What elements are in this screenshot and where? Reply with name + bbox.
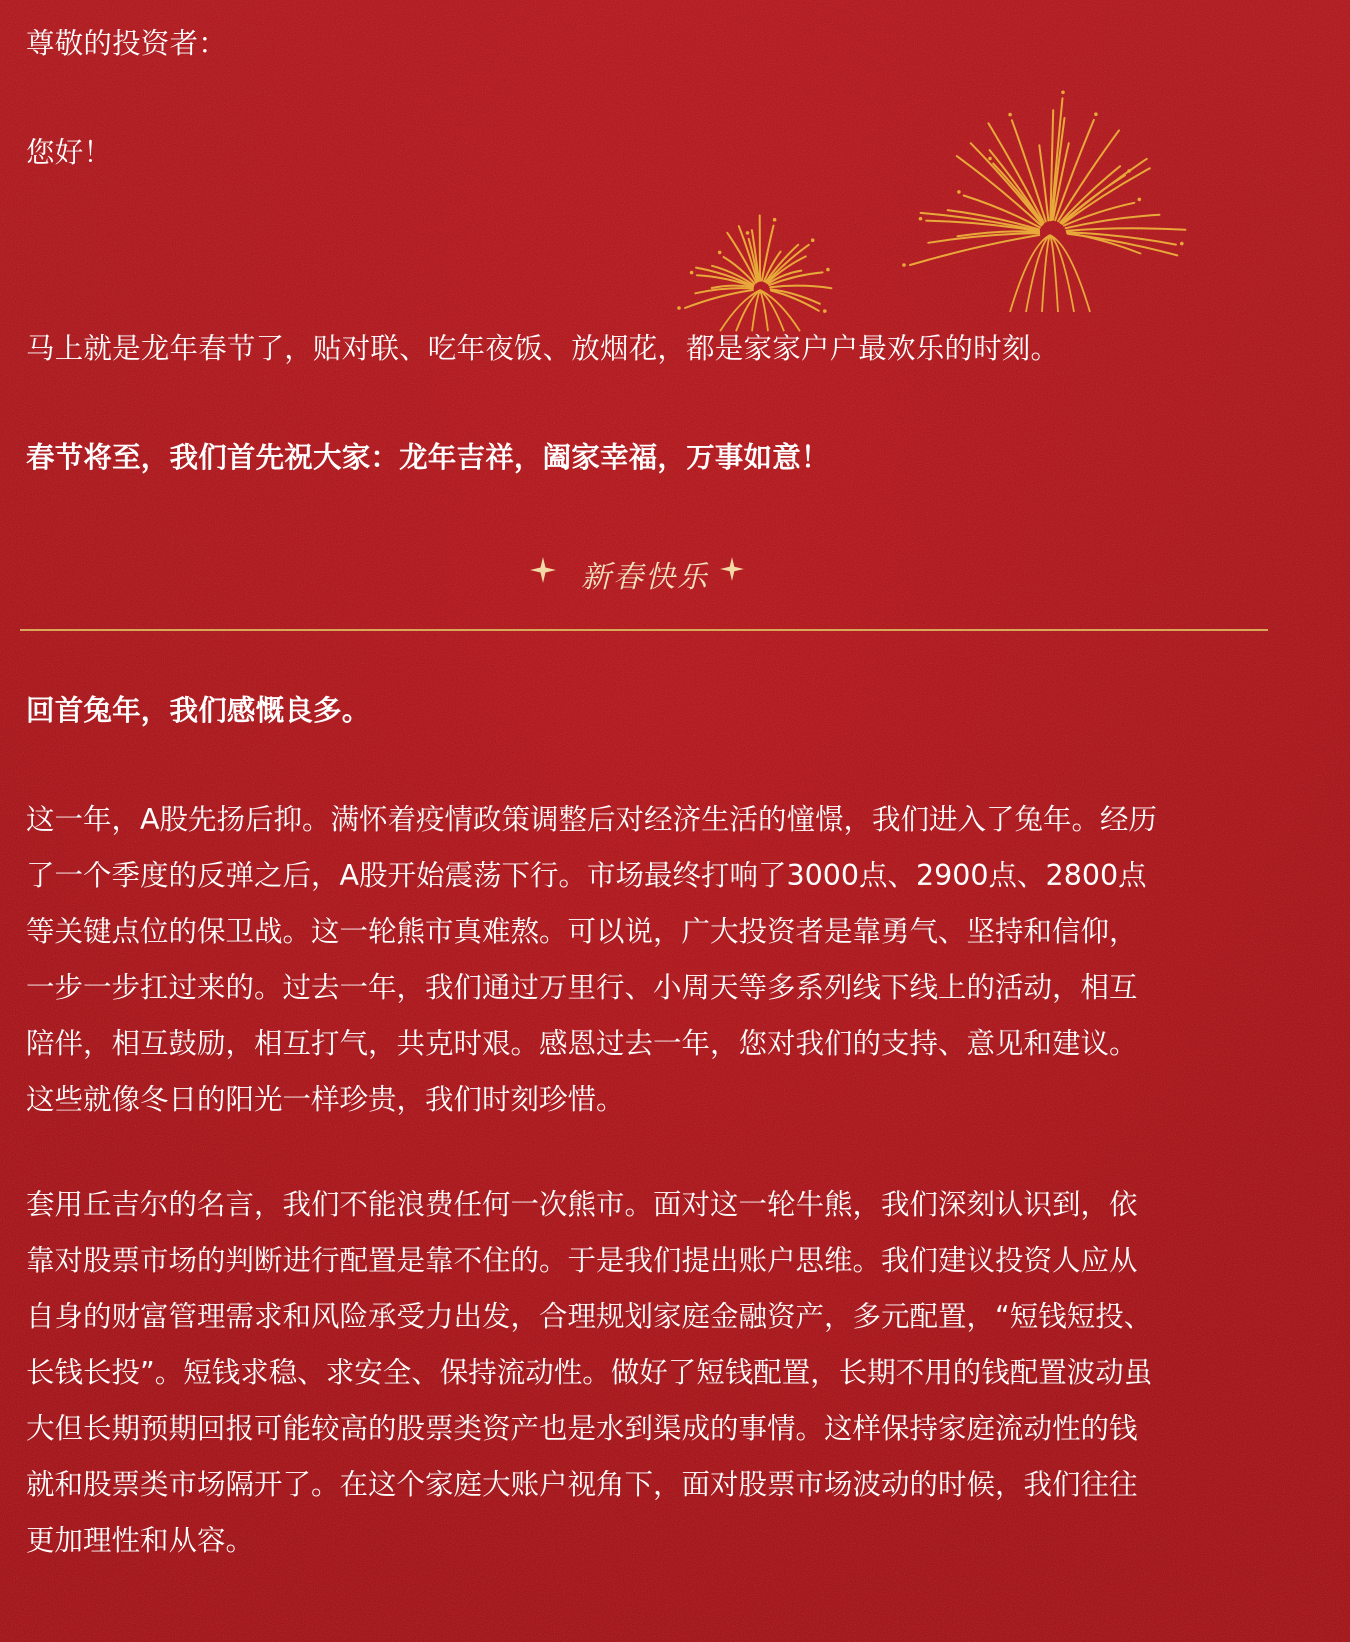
firework-ray — [1039, 145, 1048, 220]
paragraph-line: 了一个季度的反弹之后，A股开始震荡下行。市场最终打响了3000点、2900点、2800点 — [26, 859, 1147, 892]
firework-ray — [910, 235, 1039, 265]
divider — [20, 629, 1268, 631]
firework-ray — [770, 286, 831, 289]
hello-line: 您好！ — [26, 136, 113, 169]
paragraph-line: 大但长期预期回报可能较高的股票类资产也是水到渠成的事情。这样保持家庭流动性的钱 — [26, 1412, 1138, 1445]
firework-spark — [677, 306, 681, 310]
paragraph-line: 这一年，A股先扬后抑。满怀着疫情政策调整后对经济生活的憧憬，我们进入了兔年。经历 — [26, 803, 1157, 836]
paragraph-line: 靠对股票市场的判断进行配置是靠不住的。于是我们提出账户思维。我们建议投资人应从 — [26, 1244, 1138, 1277]
section-heading: 回首兔年，我们感慨良多。 — [26, 694, 371, 727]
firework-ray — [736, 290, 760, 331]
firework-spark — [1094, 112, 1098, 116]
firework-spark — [1138, 198, 1142, 202]
firework-ray — [727, 233, 756, 282]
firework-ray — [1060, 166, 1120, 222]
firework-ray — [1066, 215, 1160, 228]
firework-spark — [826, 268, 830, 272]
firework-spark — [823, 309, 827, 313]
firework-large-icon — [900, 125, 1200, 325]
paragraph-line: 更加理性和从容。 — [26, 1524, 255, 1557]
firework-spark — [811, 238, 815, 242]
paragraph-line: 陪伴，相互鼓励，相互打气，共克时艰。感恩过去一年，您对我们的支持、意见和建议。 — [26, 1027, 1138, 1060]
firework-spark — [919, 217, 923, 221]
paragraph-line: 一步一步扛过来的。过去一年，我们通过万里行、小周天等多系列线下线上的活动，相互 — [26, 971, 1138, 1004]
greeting: 尊敬的投资者： — [26, 27, 227, 60]
firework-ray — [1067, 228, 1186, 231]
firework-spark — [902, 263, 906, 267]
firework-spark — [773, 218, 777, 222]
firework-spark — [746, 231, 750, 235]
paragraph-line: 长钱长投”。短钱求稳、求安全、保持流动性。做好了短钱配置，长期不用的钱配置波动虽 — [26, 1356, 1153, 1389]
firework-spark — [1061, 91, 1065, 95]
firework-spark — [957, 190, 961, 194]
firework-ray — [697, 275, 753, 286]
firework-ray — [926, 221, 1039, 232]
paragraph-2 — [26, 1177, 1326, 1569]
intro-line: 马上就是龙年春节了，贴对联、吃年夜饭、放烟花，都是家家户户最欢乐的时刻。 — [26, 332, 1060, 365]
sparkle-star-icon — [530, 557, 556, 583]
firework-spark — [1180, 242, 1184, 246]
firework-spark — [690, 271, 694, 275]
paragraph-line: 套用丘吉尔的名言，我们不能浪费任何一次熊市。面对这一轮牛熊，我们深刻认识到，依 — [26, 1188, 1138, 1221]
firework-small-icon — [670, 215, 860, 355]
paragraph-1 — [26, 792, 1326, 1128]
firework-spark — [718, 251, 722, 255]
paragraph-line: 这些就像冬日的阳光一样珍贵，我们时刻珍惜。 — [26, 1083, 625, 1116]
paragraph-line: 就和股票类市场隔开了。在这个家庭大账户视角下，面对股票市场波动的时候，我们往往 — [26, 1468, 1138, 1501]
banner-title: 新春快乐 — [581, 560, 709, 595]
wish-line: 春节将至，我们首先祝大家：龙年吉祥，阖家幸福，万事如意！ — [26, 441, 830, 474]
sparkle-star-icon — [720, 557, 744, 581]
firework-spark — [988, 157, 992, 161]
paragraph-line: 自身的财富管理需求和风险承受力出发，合理规划家庭金融资产，多元配置，“短钱短投、 — [26, 1300, 1153, 1333]
firework-spark — [1008, 113, 1012, 117]
firework-ray — [760, 290, 784, 331]
firework-ray — [771, 289, 820, 304]
paragraph-line: 等关键点位的保卫战。这一轮熊市真难熬。可以说，广大投资者是靠勇气、坚持和信仰， — [26, 915, 1138, 948]
